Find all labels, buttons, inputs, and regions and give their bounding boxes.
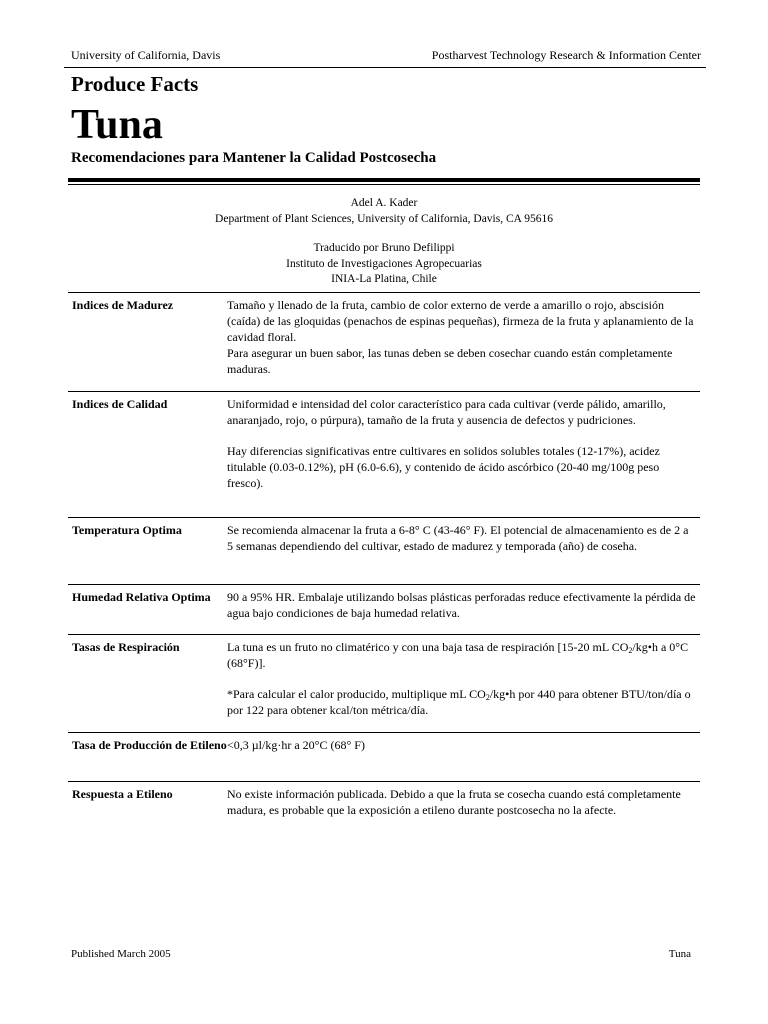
section-label: Humedad Relativa Optima: [72, 590, 211, 604]
section-label: Tasa de Producción de Etileno: [72, 738, 227, 752]
section-label: Tasas de Respiración: [72, 640, 180, 654]
section-body: [227, 396, 700, 517]
section-paragraph: <0,3 µl/kg·hr a 20°C (68° F): [227, 738, 365, 752]
credits-block: [68, 196, 700, 288]
section-row: [68, 781, 700, 846]
section-row: [68, 517, 700, 584]
section-paragraph: Tamaño y llenado de la fruta, cambio de color externo de verde a amarillo o rojo, abscisión (caída) de las gloquidas (penachos de espinas pequeñas), firmeza de la fruta y aplanamiento de la cavidad floral.: [227, 298, 694, 344]
section-body: [227, 297, 700, 391]
section-row: [68, 292, 700, 391]
header-right: Postharvest Technology Research & Information Center: [431, 48, 701, 62]
subscript: 2: [628, 646, 633, 655]
section-label: Respuesta a Etileno: [72, 787, 173, 801]
section-row: [68, 634, 700, 732]
translator-location: INIA-La Platina, Chile: [331, 273, 437, 285]
page-title: Tuna: [71, 102, 163, 148]
section-label: Indices de Calidad: [72, 397, 168, 411]
section-paragraph: Para asegurar un buen sabor, las tunas deben se deben cosechar cuando están completamente maduras.: [227, 346, 673, 376]
section-paragraph: Uniformidad e intensidad del color característico para cada cultivar (verde pálido, amarillo, anaranjado, rojo, o púrpura), tamaño de la fruta y ausencia de defectos y pudriciones.: [227, 397, 666, 427]
section-row: [68, 584, 700, 634]
page-footer: [71, 948, 691, 960]
title-rule-thin: [68, 184, 700, 185]
section-paragraph: Se recomienda almacenar la fruta a 6-8° C (43-46° F). El potencial de almacenamiento es de 2 a 5 semanas dependiendo del cultivar, estado de madurez y temporada (año) de coseha.: [227, 523, 689, 553]
section-label: Temperatura Optima: [72, 523, 182, 537]
header-rule: [64, 67, 706, 68]
page-subtitle: Recomendaciones para Mantener la Calidad Postcosecha: [71, 150, 437, 166]
page-header: [71, 48, 701, 68]
facts-table: [68, 292, 700, 846]
translator: Traducido por Bruno Defilippi: [313, 242, 455, 254]
section-body: [227, 786, 700, 846]
section-paragraph: Hay diferencias significativas entre cultivares en solidos solubles totales (12-17%), acidez titulable (0.03-0.12%), pH (6.0-6.6), y contenido de ácido ascórbico (20-40 mg/100g peso fresco).: [227, 444, 660, 490]
section-row: [68, 732, 700, 781]
series-title: Produce Facts: [71, 72, 199, 96]
text-run: /kg•h por 440 para obtener BTU/ton/día o por 122 para obtener kcal/ton métrica/día.: [227, 687, 691, 717]
text-run: *Para calcular el calor producido, multiplique mL CO: [227, 687, 486, 701]
title-rule-thick: [68, 178, 700, 182]
section-body: [227, 639, 700, 732]
author-affiliation: Department of Plant Sciences, University of California, Davis, CA 95616: [215, 212, 553, 225]
section-paragraph: No existe información publicada. Debido a que la fruta se cosecha cuando está completamente madura, es probable que la exposición a etileno durante postcosecha no la afecte.: [227, 787, 681, 817]
text-run: /kg•h a 0°C (68°F)].: [227, 640, 689, 670]
footer-right: Tuna: [668, 948, 691, 960]
section-paragraph: [227, 686, 696, 718]
author: Adel A. Kader: [350, 197, 418, 209]
translator-institute: Instituto de Investigaciones Agropecuarias: [286, 257, 482, 270]
section-body: [227, 589, 700, 634]
section-row: [68, 391, 700, 517]
section-paragraph: [227, 639, 696, 671]
section-body: [227, 522, 700, 584]
section-body: [227, 737, 700, 781]
text-run: La tuna es un fruto no climatérico y con una baja tasa de respiración [15-20 mL CO: [227, 640, 629, 654]
section-paragraph: 90 a 95% HR. Embalaje utilizando bolsas plásticas perforadas reduce efectivamente la pérdida de agua bajo condiciones de baja humedad relativa.: [227, 590, 696, 620]
footer-left: Published March 2005: [71, 948, 171, 960]
section-label: Indices de Madurez: [72, 298, 174, 312]
header-left: University of California, Davis: [71, 48, 221, 62]
subscript: 2: [485, 693, 490, 702]
